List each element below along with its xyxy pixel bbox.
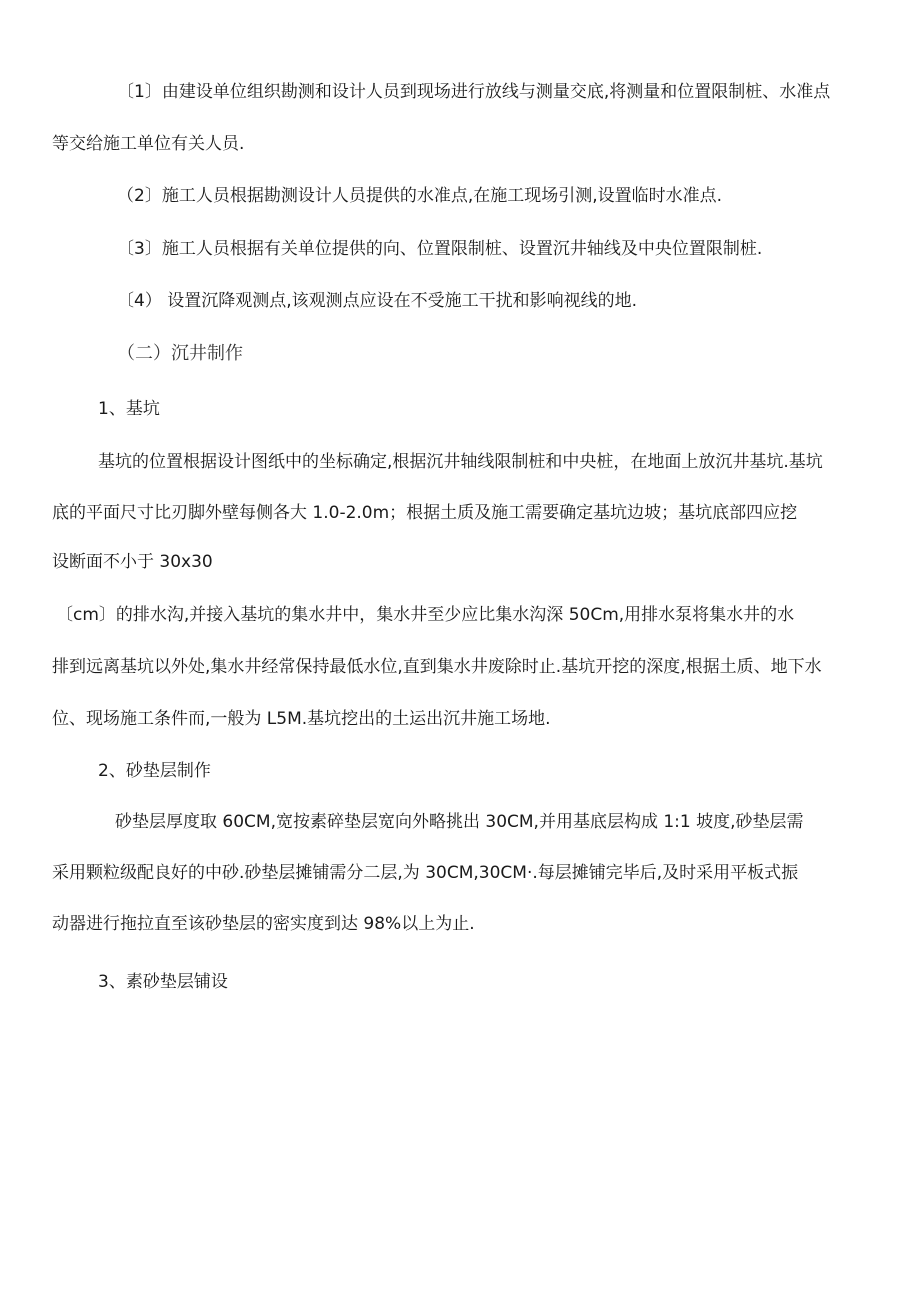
pit-paragraph-line-3: 设断面不小于 30x30 [52,552,213,572]
drain-paragraph-line-1: 〔cm〕的排水沟,并接入基坑的集水井中，集水井至少应比集水沟深 50Cm,用排水泵将集水井的水 [56,605,795,625]
drain-paragraph-line-3: 位、现场施工条件而,一般为 L5M.基坑挖出的土运出沉井施工场地. [52,709,551,729]
sand-paragraph-line-2: 采用颗粒级配良好的中砂.砂垫层摊铺需分二层,为 30CM,30CM·.每层摊铺完毕后,及时采用平板式振 [52,863,799,883]
subsection-3-title: 3、素砂垫层铺设 [98,972,228,992]
pit-paragraph-line-1: 基坑的位置根据设计图纸中的坐标确定,根据沉井轴线限制桩和中央桩，在地面上放沉井基坑.基坑 [98,452,823,472]
section-title: （二）沉井制作 [117,343,243,364]
item-4: 〔4） 设置沉降观测点,该观测点应设在不受施工干扰和影响视线的地. [117,291,638,311]
item-3: 〔3〕施工人员根据有关单位提供的向、位置限制桩、设置沉井轴线及中央位置限制桩. [117,239,763,259]
item-1-line-1: 〔1〕由建设单位组织勘测和设计人员到现场进行放线与测量交底,将测量和位置限制桩、水准点 [117,82,831,102]
drain-paragraph-line-2: 排到远离基坑以外处,集水井经常保持最低水位,直到集水井废除时止.基坑开挖的深度,根据土质、地下水 [52,657,822,677]
item-2: （2〕施工人员根据勘测设计人员提供的水准点,在施工现场引测,设置临时水准点. [117,186,723,206]
subsection-2-title: 2、砂垫层制作 [98,761,211,781]
subsection-1-title: 1、基坑 [98,399,160,419]
sand-paragraph-line-1: 砂垫层厚度取 60CM,宽按素碎垫层宽向外略挑出 30CM,并用基底层构成 1:1 坡度,砂垫层需 [115,812,804,832]
sand-paragraph-line-3: 动器进行拖拉直至该砂垫层的密实度到达 98%以上为止. [52,914,475,934]
item-1-line-2: 等交给施工单位有关人员. [52,134,245,154]
pit-paragraph-line-2: 底的平面尺寸比刃脚外壁每侧各大 1.0-2.0m；根据土质及施工需要确定基坑边坡；基坑底部四应挖 [52,503,798,523]
